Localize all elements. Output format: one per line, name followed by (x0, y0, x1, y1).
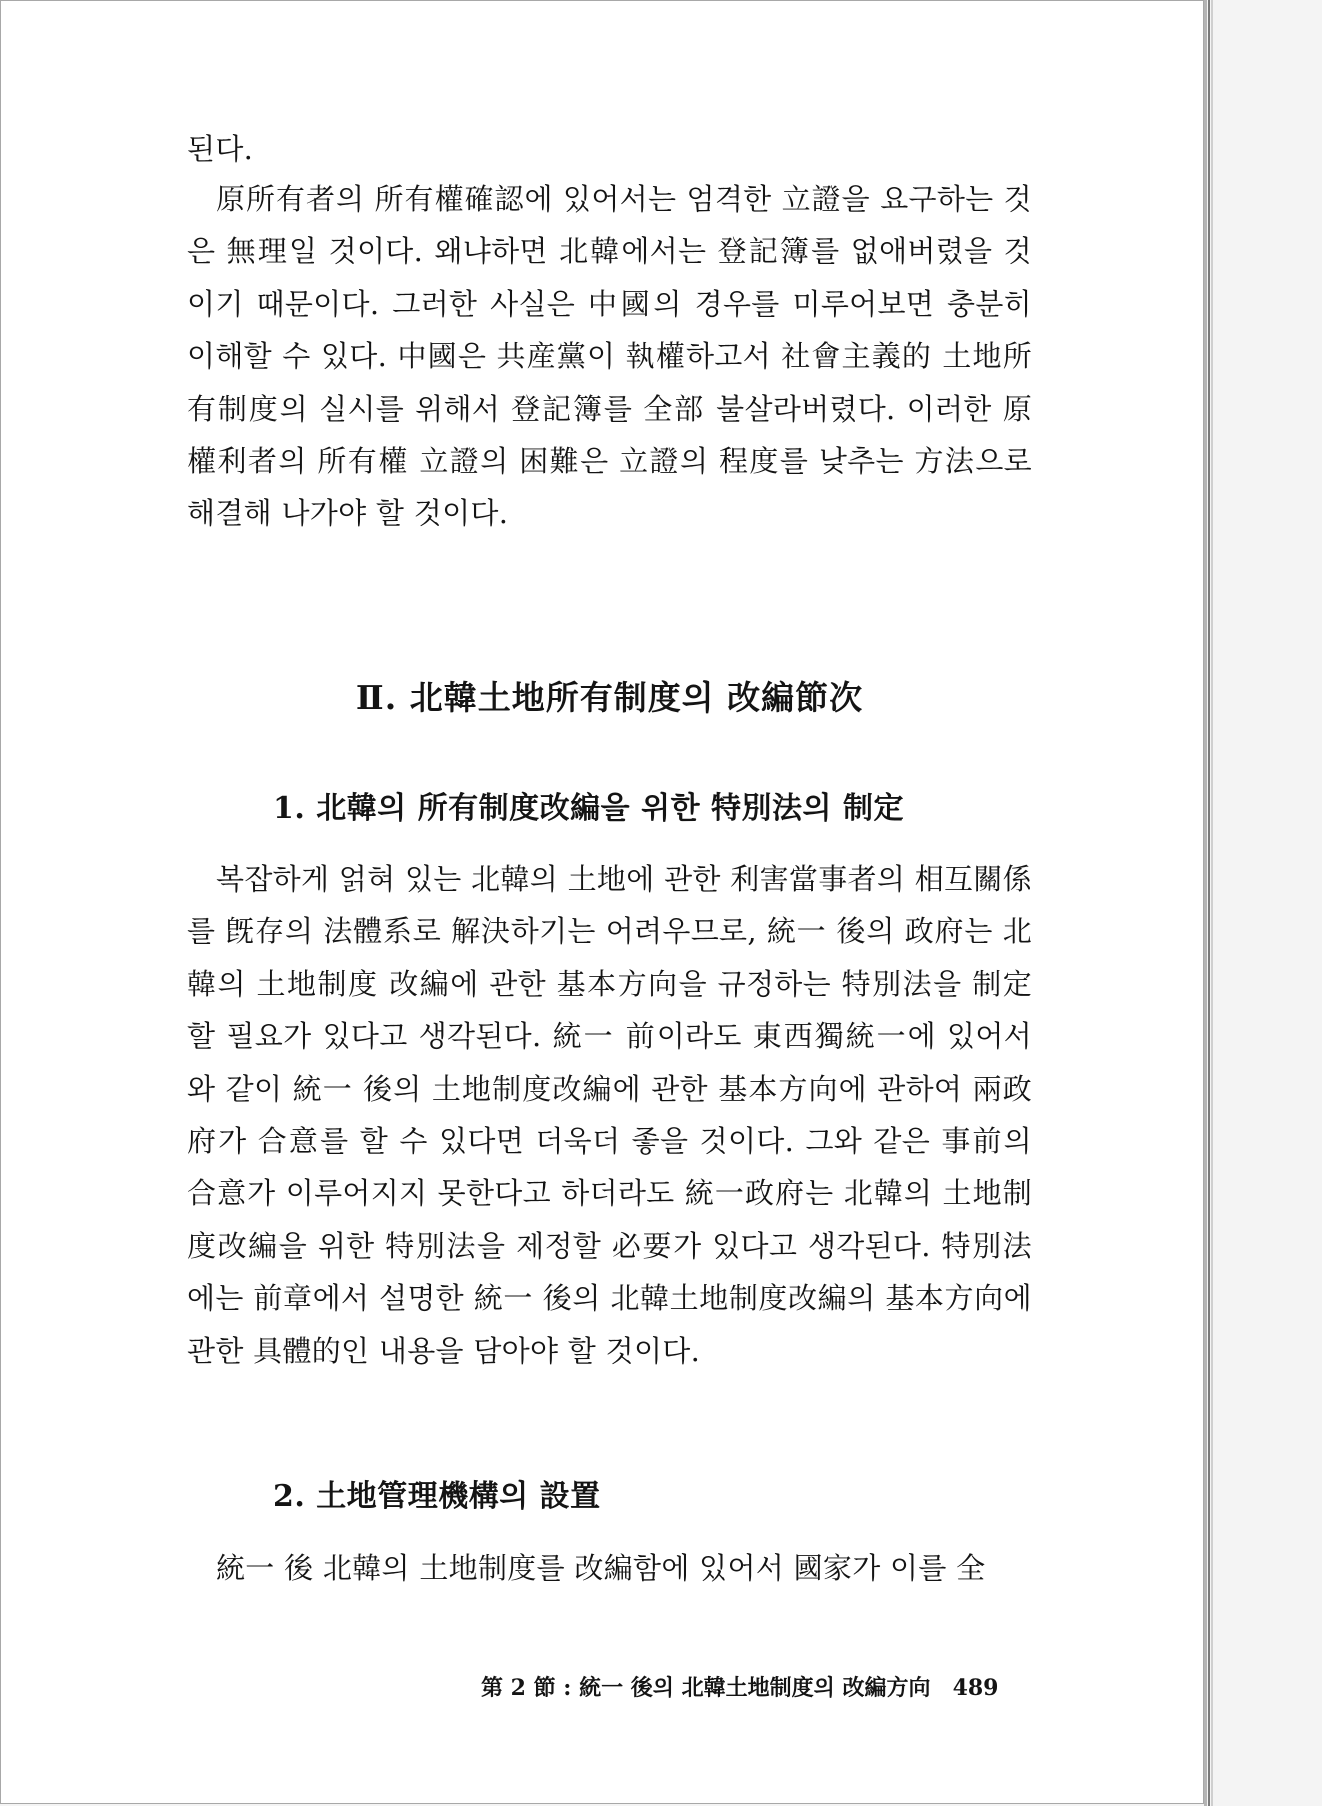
continued-paragraph-ending: 된다. (187, 132, 254, 166)
page-edge-highlight (1211, 0, 1213, 1806)
paragraph-ownership-proof: 原所有者의 所有權確認에 있어서는 엄격한 立證을 요구하는 것은 無理일 것이다. 왜냐하면 北韓에서는 登記簿를 없애버렸을 것이기 때문이다. 그러한 사실은 中國의 경우를 미루어보면 충분히 이해할 수 있다. 中國은 共産黨이 執權하고서 社會主義的 土地所有制度의 실시를 위해서 登記簿를 全部 불살라버렸다. 이러한 原權利者의 所有權 立證의 困難은 立證의 程度를 낮추는 方法으로 해결해 나가야 할 것이다. (187, 182, 1032, 531)
paragraph-special-law: 복잡하게 얽혀 있는 北韓의 土地에 관한 利害當事者의 相互關係를 旣存의 法體系로 解決하기는 어려우므로, 統一 後의 政府는 北韓의 土地制度 改編에 관한 基本方向을 규정하는 特別法을 制定할 필요가 있다고 생각된다. 統一 前이라도 東西獨統一에 있어서와 같이 統一 後의 土地制度改編에 관한 基本方向에 관하여 兩政府가 合意를 할 수 있다면 더욱더 좋을 것이다. 그와 같은 事前의 合意가 이루어지지 못한다고 하더라도 統一政府는 北韓의 土地制度改編을 위한 特別法을 제정할 必要가 있다고 생각된다. 特別法에는 前章에서 설명한 統一 後의 北韓土地制度改編의 基本方向에 관한 具體的인 내용을 담아야 할 것이다. (187, 862, 1032, 1368)
page-footer (481, 1671, 1021, 1702)
paragraph-land-agency: 統一 後 北韓의 土地制度를 改編함에 있어서 國家가 이를 全 (216, 1551, 986, 1585)
running-title: 第 2 節 : 統一 後의 北韓土地制度의 改編方向 (481, 1675, 931, 1701)
page-edge-shadow (1204, 0, 1207, 1806)
page-edge-line (1208, 0, 1210, 1806)
section-heading-land-agency: 2. 土地管理機構의 設置 (273, 1479, 601, 1514)
chapter-heading: Ⅱ. 北韓土地所有制度의 改編節次 (355, 678, 864, 718)
page-number: 489 (952, 1675, 999, 1701)
section-heading-special-law: 1. 北韓의 所有制度改編을 위한 特別法의 制定 (273, 791, 904, 826)
